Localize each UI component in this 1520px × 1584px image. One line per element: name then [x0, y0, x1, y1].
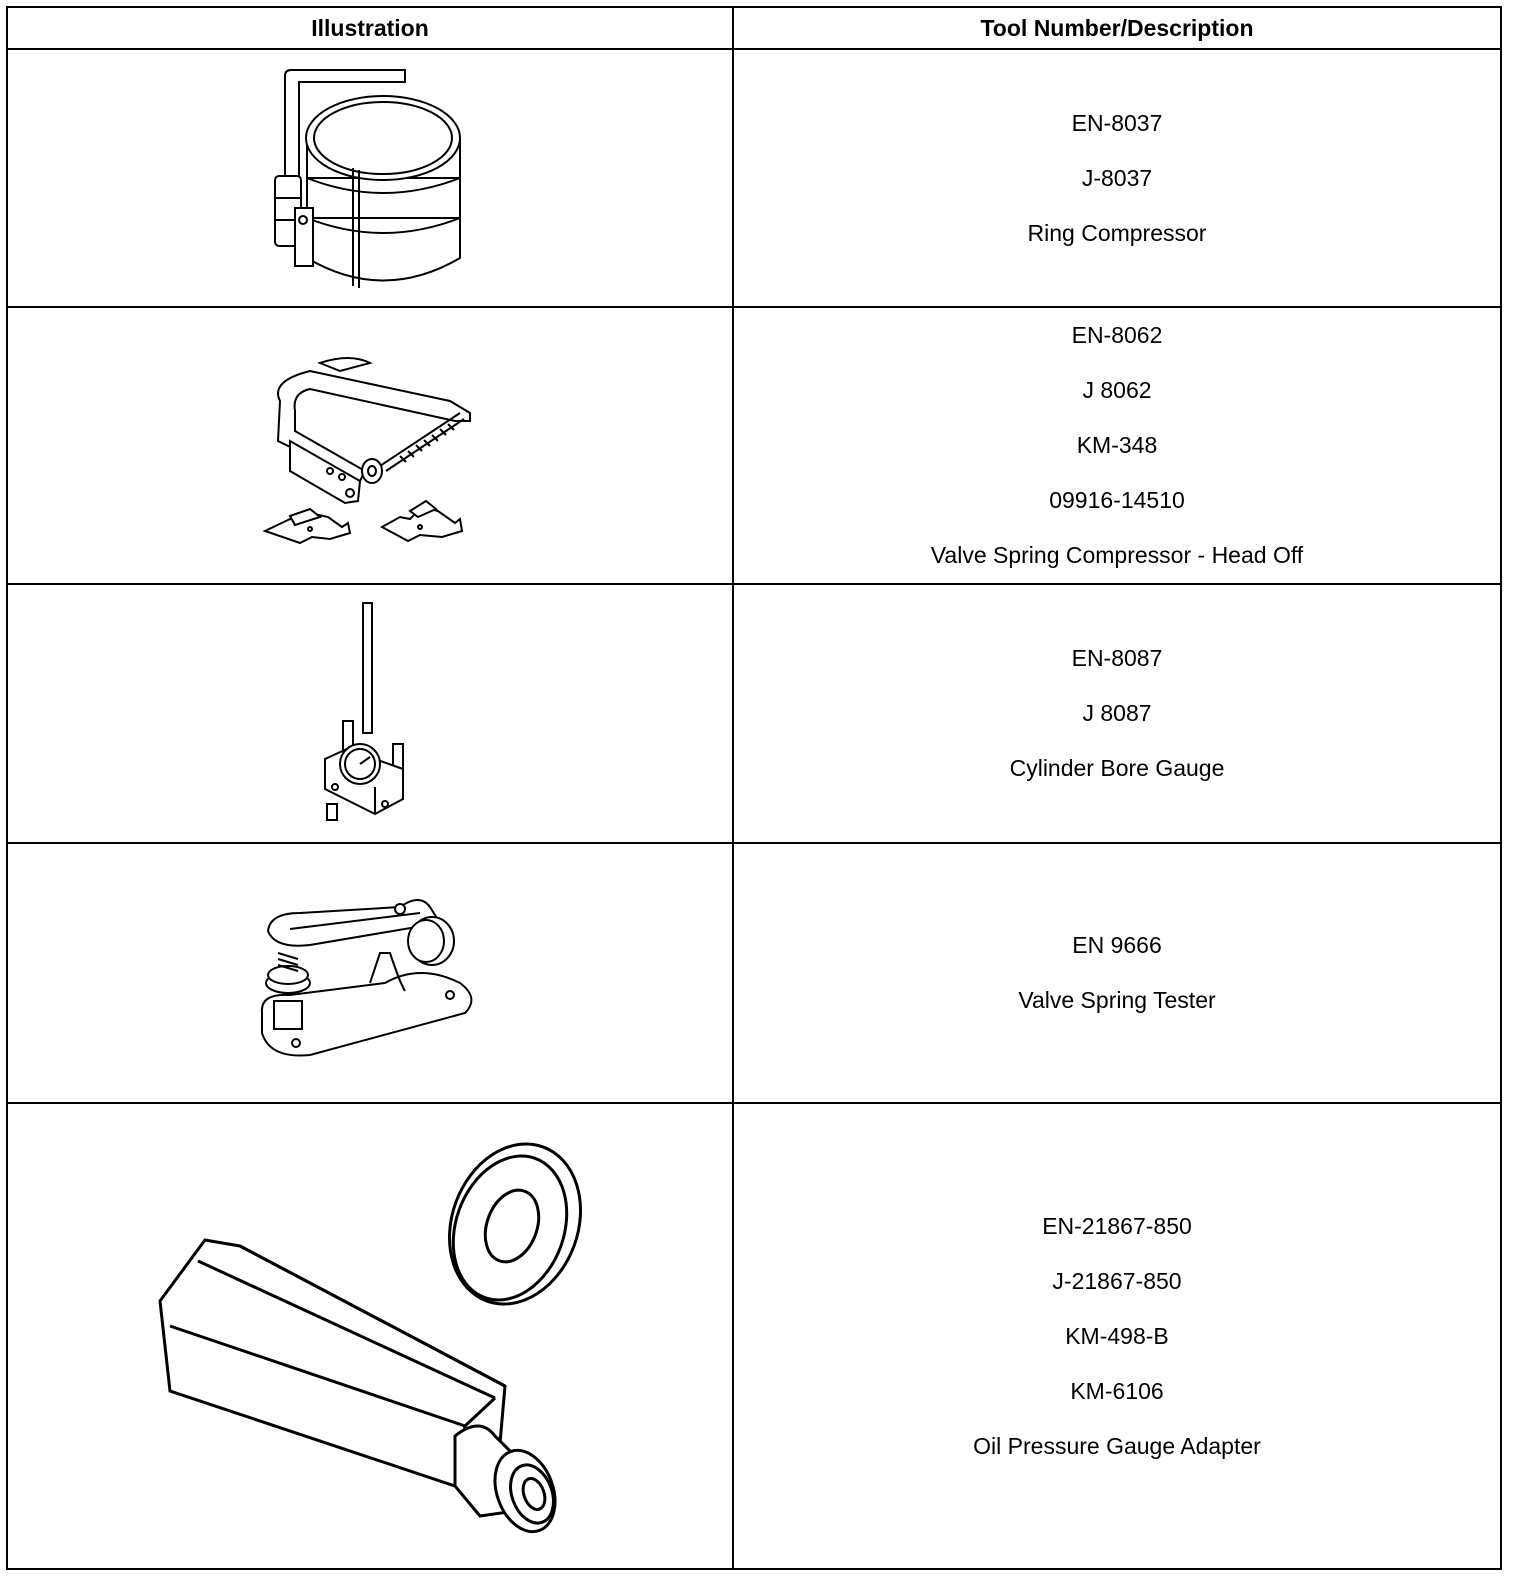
- ring-compressor-icon: [255, 58, 485, 298]
- special-tools-table: [6, 6, 1502, 1570]
- tool-number: 09916-14510: [1049, 487, 1185, 513]
- description-cell: [733, 584, 1501, 843]
- description-cell: [733, 49, 1501, 307]
- table-row: [7, 307, 1501, 584]
- tool-description: Ring Compressor: [1027, 219, 1207, 246]
- description-cell: [733, 1103, 1501, 1569]
- tool-number: EN-8037: [1071, 109, 1163, 136]
- header-description: Tool Number/Description: [733, 7, 1501, 49]
- header-row: [7, 7, 1501, 49]
- table-row: [7, 49, 1501, 307]
- table-row: [7, 584, 1501, 843]
- illustration-cell: [7, 307, 733, 584]
- tool-description: Oil Pressure Gauge Adapter: [973, 1432, 1261, 1459]
- tool-number: J-21867-850: [1052, 1267, 1182, 1294]
- tool-number: EN-21867-850: [1042, 1212, 1192, 1239]
- cylinder-bore-gauge-icon: [315, 599, 425, 829]
- tool-number: J 8062: [1082, 377, 1152, 403]
- tool-number: J 8087: [1082, 700, 1152, 726]
- valve-spring-compressor-icon: [250, 341, 490, 551]
- table-row: [7, 843, 1501, 1103]
- tool-number: EN 9666: [1072, 932, 1162, 958]
- tool-description: Cylinder Bore Gauge: [1009, 755, 1225, 781]
- oil-pressure-gauge-adapter-icon: [150, 1136, 590, 1536]
- description-cell: [733, 843, 1501, 1103]
- table-row: [7, 1103, 1501, 1569]
- illustration-cell: [7, 584, 733, 843]
- illustration-cell: [7, 843, 733, 1103]
- tool-description: Valve Spring Compressor - Head Off: [930, 542, 1304, 568]
- tool-number: KM-348: [1076, 432, 1158, 458]
- tool-number: KM-498-B: [1065, 1322, 1169, 1349]
- illustration-cell: [7, 1103, 733, 1569]
- tool-number: EN-8087: [1071, 645, 1163, 671]
- valve-spring-tester-icon: [250, 883, 490, 1063]
- illustration-cell: [7, 49, 733, 307]
- header-illustration: Illustration: [7, 7, 733, 49]
- tool-description: Valve Spring Tester: [1018, 987, 1216, 1013]
- tool-number: EN-8062: [1071, 322, 1163, 348]
- tool-number: KM-6106: [1070, 1377, 1164, 1404]
- description-cell: [733, 307, 1501, 584]
- tool-number: J-8037: [1081, 164, 1153, 191]
